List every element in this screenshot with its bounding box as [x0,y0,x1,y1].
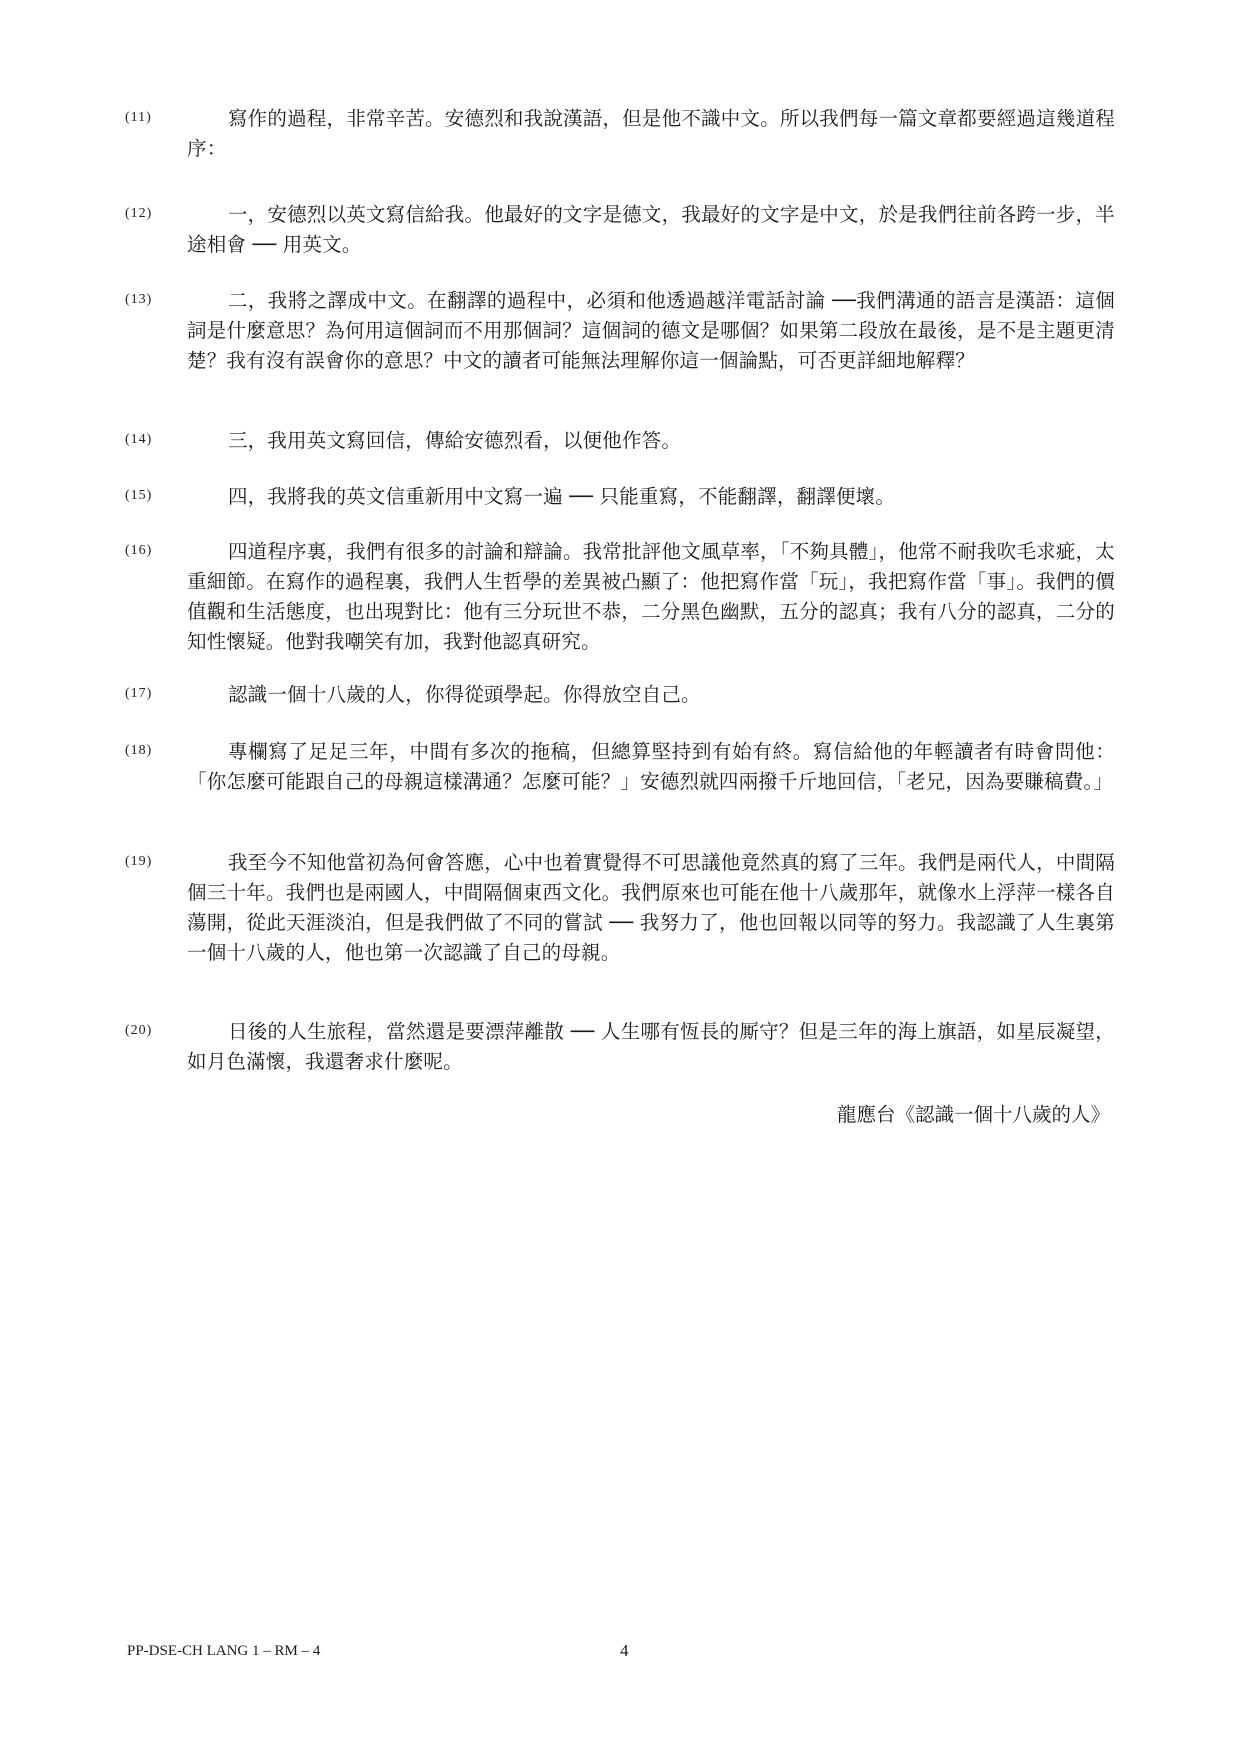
paragraph-text: 三，我用英文寫回信，傳給安德烈看，以便他作答。 [227,429,682,452]
paragraph-14 [125,426,1115,456]
paragraph-number: (13) [125,292,153,307]
paragraph-number: (16) [125,543,153,558]
source-attribution: 龍應台《認識一個十八歲的人》 [836,1103,1110,1126]
paragraph-number: (18) [125,743,153,758]
paragraph-text: 寫作的過程，非常辛苦。安德烈和我說漢語，但是他不識中文。所以我們每一篇文章都要經過這幾道程序： [187,107,1115,160]
paragraph-20 [125,1017,1115,1077]
paragraph-text: 我至今不知他當初為何會答應，心中也着實覺得不可思議他竟然真的寫了三年。我們是兩代人，中間隔個三十年。我們也是兩國人，中間隔個東西文化。我們原來也可能在他十八歲那年，就像水上浮萍一樣各自蕩開，從此天涯淡泊，但是我們做了不同的嘗試 ── 我努力了，他也回報以同等的努力。我認識了人生裏第一個十八歲的人，他也第一次認識了自己的母親。 [187,851,1115,964]
paragraph-number: (11) [125,110,152,125]
paragraph-number: (17) [125,686,153,701]
paragraph-number: (19) [125,854,153,869]
paragraph-text: 認識一個十八歲的人，你得從頭學起。你得放空自己。 [227,683,701,706]
footer-paper-code: PP-DSE-CH LANG 1 – RM – 4 [127,1643,321,1659]
paragraph-11 [125,104,1115,164]
paragraph-text: 專欄寫了足足三年，中間有多次的拖稿，但總算堅持到有始有終。寫信給他的年輕讀者有時會問他：「你怎麼可能跟自己的母親這樣溝通？怎麼可能？」安德烈就四兩撥千斤地回信，「老兄，因為要賺稿費。」 [187,740,1115,793]
footer-page-number: 4 [620,1641,629,1660]
paragraph-19 [125,848,1115,968]
paragraph-text: 四，我將我的英文信重新用中文寫一遍 ── 只能重寫，不能翻譯，翻譯便壞。 [227,485,896,508]
paragraph-text: 一，安德烈以英文寫信給我。他最好的文字是德文，我最好的文字是中文，於是我們往前各跨一步，半途相會 ── 用英文。 [187,203,1115,256]
paragraph-12 [125,200,1115,260]
paragraph-number: (12) [125,206,153,221]
paragraph-text: 日後的人生旅程，當然還是要漂萍離散 ── 人生哪有恆長的厮守？但是三年的海上旗語，如星辰凝望，如月色滿懷，我還奢求什麼呢。 [187,1020,1115,1073]
paragraph-text: 二，我將之譯成中文。在翻譯的過程中，必須和他透過越洋電話討論 ──我們溝通的語言是漢語：這個詞是什麼意思？為何用這個詞而不用那個詞？這個詞的德文是哪個？如果第二段放在最後，是不是主題更清楚？我有沒有誤會你的意思？中文的讀者可能無法理解你這一個論點，可否更詳細地解釋？ [187,289,1115,372]
paragraph-13 [125,286,1115,376]
paragraph-15 [125,482,1115,512]
paragraph-number: (20) [125,1023,153,1038]
paragraph-number: (14) [125,432,153,447]
paragraph-16 [125,537,1115,657]
paragraph-number: (15) [125,488,153,503]
paragraph-17 [125,680,1115,710]
paragraph-18 [125,737,1115,797]
paragraph-text: 四道程序裏，我們有很多的討論和辯論。我常批評他文風草率，「不夠具體」，他常不耐我吹毛求疵，太重細節。在寫作的過程裏，我們人生哲學的差異被凸顯了：他把寫作當「玩」，我把寫作當「事」。我們的價值觀和生活態度，也出現對比：他有三分玩世不恭，二分黑色幽默，五分的認真；我有八分的認真，二分的知性懷疑。他對我嘲笑有加，我對他認真研究。 [187,540,1115,653]
